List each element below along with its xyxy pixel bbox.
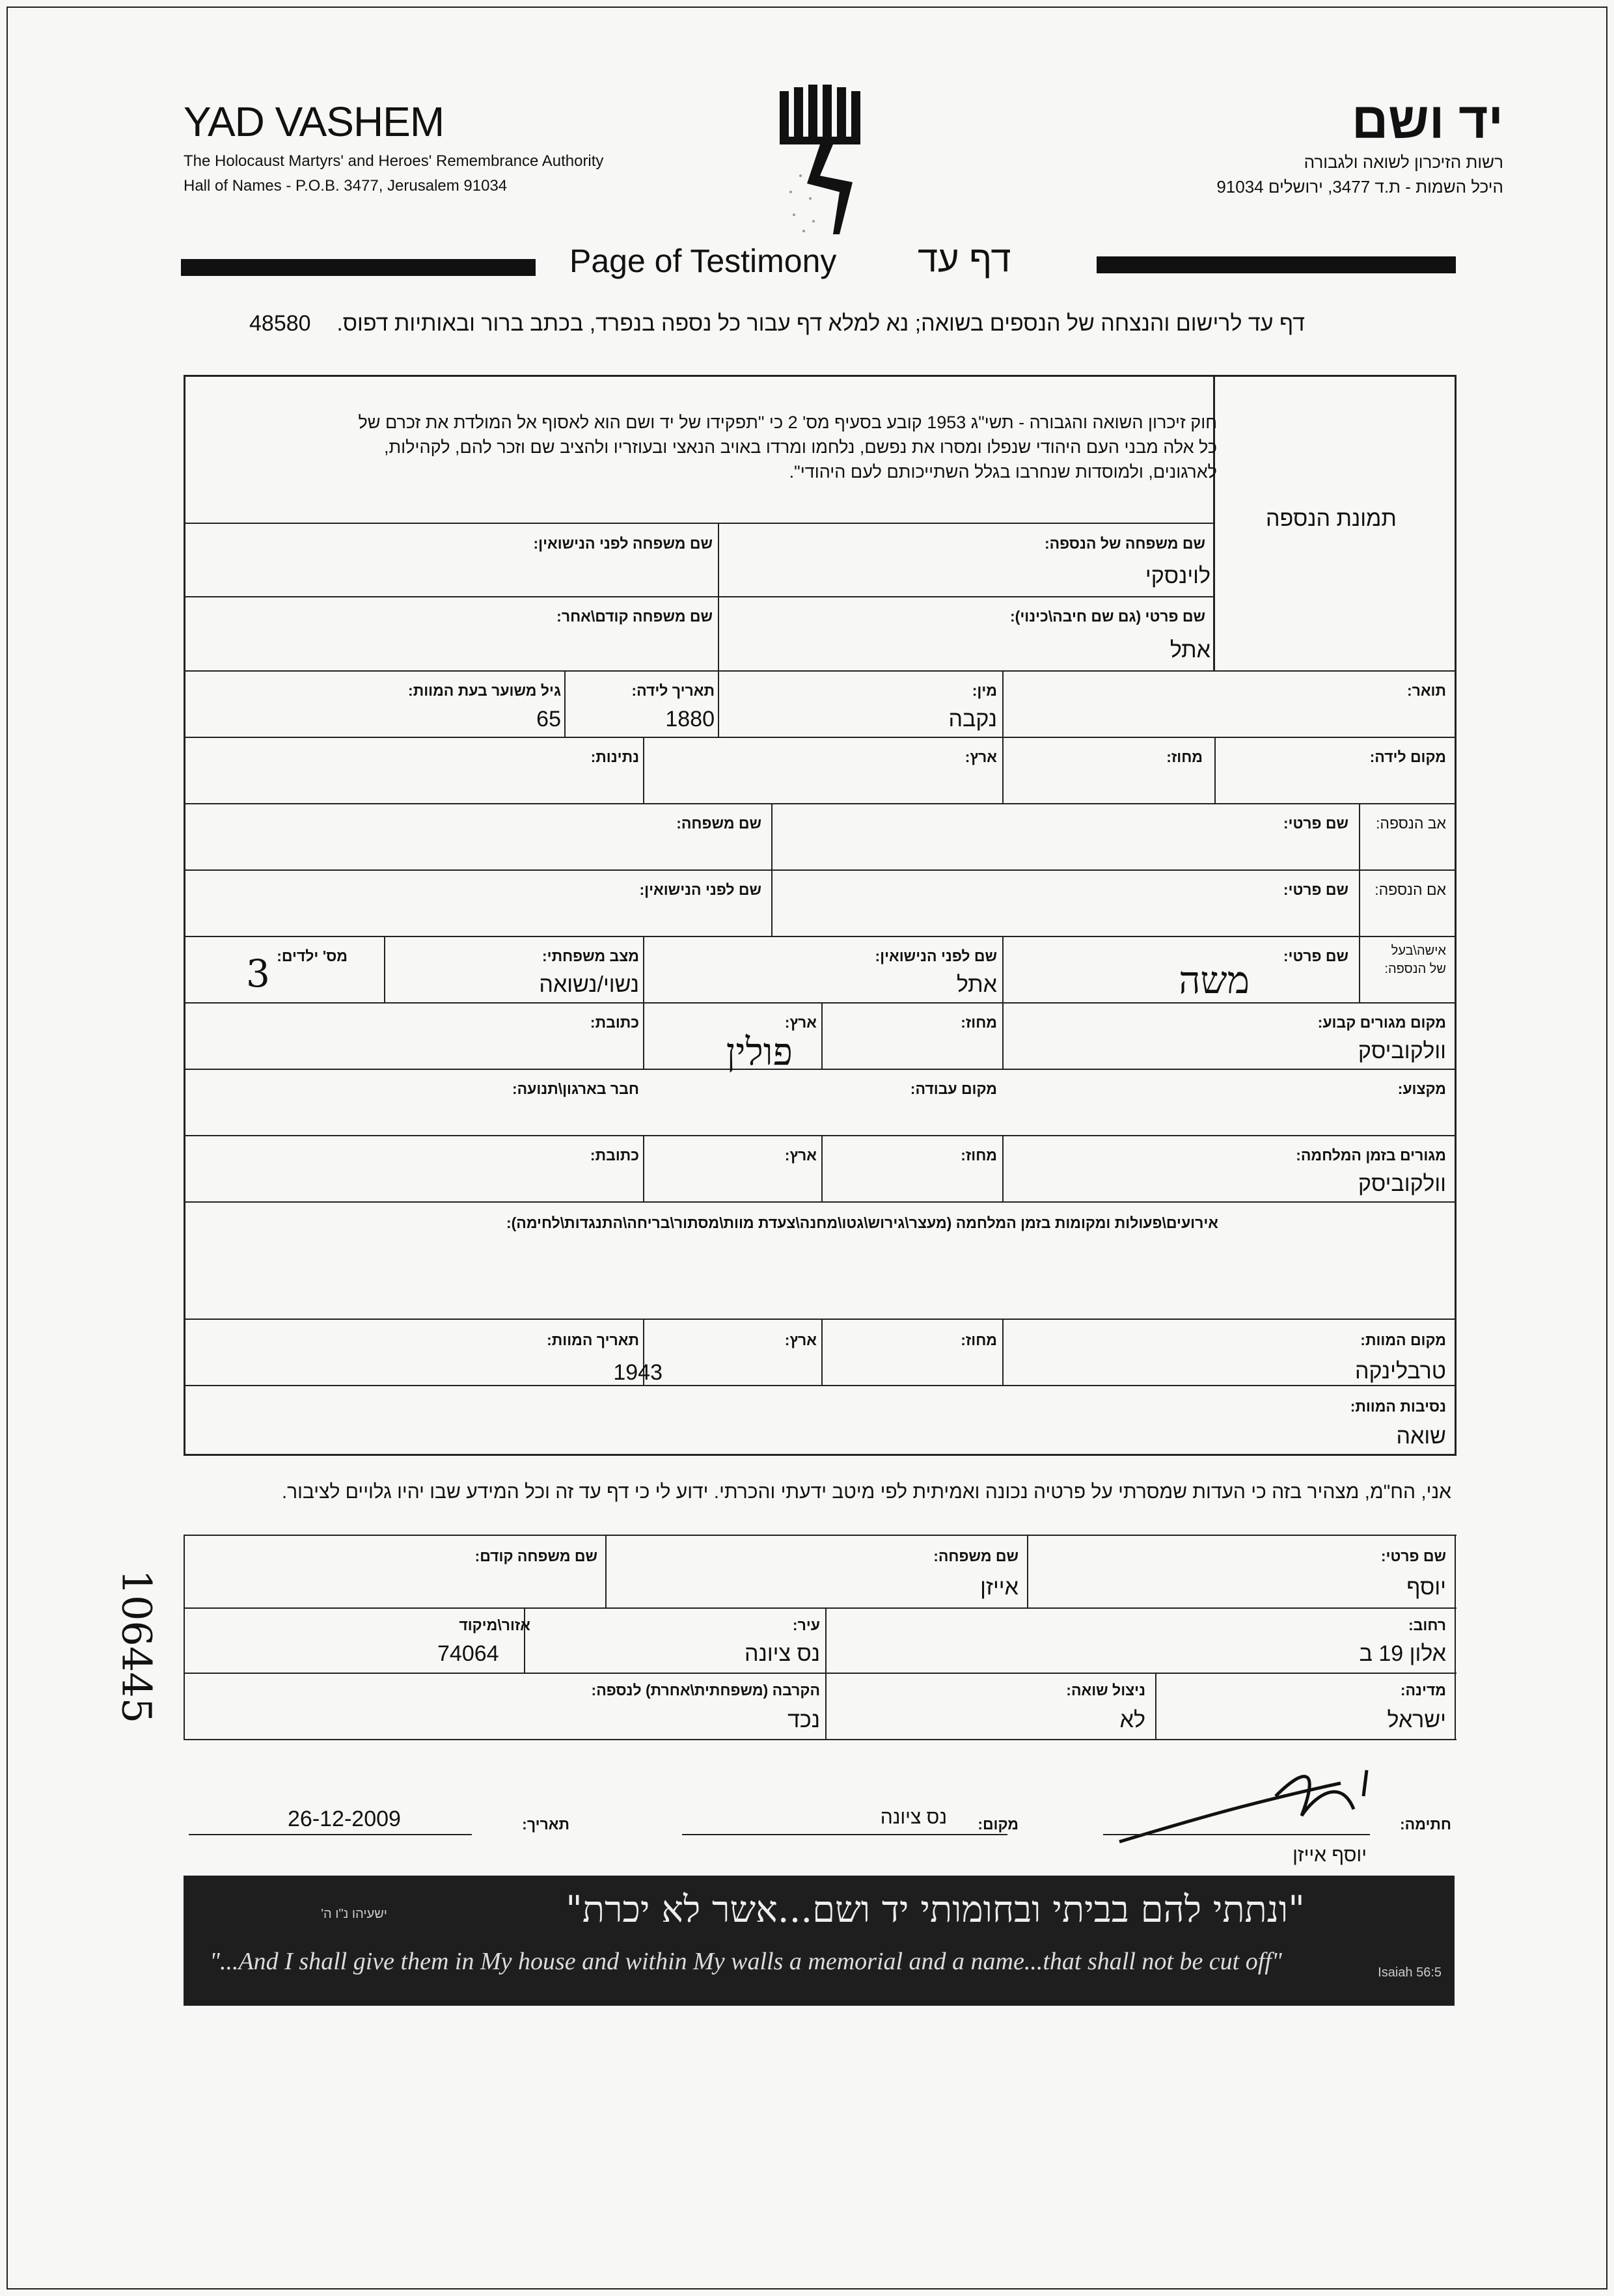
victim-age-label: גיל משוער בעת המוות: — [408, 682, 561, 699]
death-circumstances-label: נסיבות המוות: — [1350, 1398, 1446, 1415]
title-bar-left — [181, 259, 536, 276]
submitter-street-label: רחוב: — [1408, 1617, 1446, 1633]
victim-birth-place-label: מקום לידה: — [1369, 748, 1446, 765]
marital-status-label: מצב משפחתי: — [541, 948, 639, 964]
death-place-label: מקום המוות: — [1360, 1332, 1446, 1348]
children-value: 3 — [246, 951, 270, 996]
signature-label: חתימה: — [1400, 1816, 1451, 1833]
war-residence-value: וולקוביסק — [1358, 1171, 1446, 1196]
submitter-last-name-value: אייזן — [980, 1575, 1019, 1600]
father-first-name-label: שם פרטי: — [1283, 815, 1348, 832]
victim-birth-date-label: תאריך לידה: — [631, 682, 715, 699]
quote-source-he: ישעיהו נ"ו ה' — [321, 1907, 387, 1921]
place-label: מקום: — [978, 1816, 1019, 1833]
death-district-label: מחוז: — [961, 1332, 997, 1348]
submitter-country-value: ישראל — [1387, 1708, 1446, 1732]
spouse-first-name-value: משה — [1179, 958, 1250, 1002]
workplace-label: מקום עבודה: — [910, 1080, 997, 1097]
war-country-label: ארץ: — [784, 1147, 817, 1164]
submitter-first-name-value: יוסף — [1406, 1575, 1446, 1600]
date-label: תאריך: — [522, 1816, 569, 1833]
place-value: נס ציונה — [880, 1807, 947, 1828]
victim-birth-district-label: מחוז: — [1166, 748, 1203, 765]
submitter-prev-name-label: שם משפחה קודם: — [474, 1548, 597, 1565]
death-place-value: טרבלינקה — [1354, 1359, 1446, 1384]
instructions: דף עד לרישום והנצחה של הנספים בשואה; נא למלא דף עבור כל נספה בנפרד, בכתב ברור ובאותיות דפוס. — [336, 311, 1305, 336]
photo-label: תמונת הנספה — [1266, 506, 1397, 531]
victim-birth-date-value: 1880 — [665, 707, 715, 731]
quote-banner — [184, 1876, 1455, 2006]
victim-last-name-value: לוינסקי — [1145, 564, 1210, 588]
archive-number-stamp — [98, 1569, 176, 1806]
victim-first-name-label: שם פרטי (גם שם חיבה\כינוי): — [1010, 608, 1205, 625]
death-country-label: ארץ: — [784, 1332, 817, 1348]
page-title-he: דף עד — [918, 238, 1011, 279]
spouse-maiden-name-label: שם לפני הנישואין: — [875, 948, 997, 964]
submitter-city-label: עיר: — [792, 1617, 820, 1633]
page-title-en: Page of Testimony — [569, 243, 837, 279]
war-residence-label: מגורים בזמן המלחמה: — [1296, 1147, 1446, 1164]
residence-district-label: מחוז: — [961, 1014, 997, 1031]
war-district-label: מחוז: — [961, 1147, 997, 1164]
yad-vashem-logo — [774, 85, 872, 241]
date-value: 26-12-2009 — [288, 1807, 401, 1831]
org-address-he: היכל השמות - ת.ד 3477, ירושלים 91034 — [1216, 177, 1503, 197]
victim-gender-value: נקבה — [948, 707, 997, 731]
title-bar-right — [1097, 256, 1456, 273]
quote-source-en: Isaiah 56:5 — [1378, 1965, 1442, 1980]
org-subtitle-en: The Holocaust Martyrs' and Heroes' Remembrance Authority — [184, 152, 604, 170]
death-circumstances-value: שואה — [1396, 1424, 1446, 1449]
victim-prev-name-label: שם משפחה קודם\אחר: — [556, 608, 713, 625]
victim-title-label: תואר: — [1406, 682, 1446, 699]
residence-label: מקום מגורים קבוע: — [1317, 1014, 1446, 1031]
residence-country-label: ארץ: — [784, 1014, 817, 1031]
spouse-label-2: של הנספה: — [1384, 962, 1446, 976]
spouse-label-1: אישה\בעל — [1391, 944, 1446, 958]
archive-number-text: 106445 — [113, 1569, 161, 1724]
relation-label: הקרבה (משפחתית\אחרת) לנספה: — [591, 1682, 820, 1699]
submitter-last-name-label: שם משפחה: — [933, 1548, 1019, 1565]
relation-value: נכד — [787, 1708, 820, 1732]
quote-en: "...And I shall give them in My house and within My walls a memorial and a name...that shall not be cut off" — [210, 1948, 1282, 1975]
victim-first-name-value: אתל — [1169, 638, 1210, 663]
victim-age-value: 65 — [536, 707, 561, 731]
signature-line — [1103, 1834, 1370, 1835]
spouse-first-name-label: שם פרטי: — [1283, 948, 1348, 964]
father-label: אב הנספה: — [1376, 815, 1446, 832]
mother-label: אם הנספה: — [1375, 881, 1446, 898]
children-label: מס' ילדים: — [277, 948, 348, 964]
org-name-en: YAD VASHEM — [184, 98, 445, 145]
war-events-label: אירועים\פעולות ומקומות בזמן המלחמה (מעצר\גירוש\גטו\מחנה\צעדת מוות\מסתור\בריחה\התנגדות\לחימה): — [506, 1214, 1218, 1231]
residence-value: וולקוביסק — [1358, 1039, 1446, 1063]
residence-address-label: כתובת: — [590, 1014, 639, 1031]
date-line — [189, 1834, 472, 1835]
survivor-label: ניצול שואה: — [1066, 1682, 1145, 1699]
submitter-zip-label: אזור\מיקוד — [459, 1617, 530, 1633]
spouse-maiden-name-value: אתל — [956, 972, 997, 997]
submitter-first-name-label: שם פרטי: — [1380, 1548, 1446, 1565]
signer-name: יוסף אייזן — [1293, 1844, 1367, 1866]
residence-country-value: פולין — [726, 1030, 793, 1074]
victim-last-name-label: שם משפחה של הנספה: — [1044, 535, 1205, 552]
organization-label: חבר בארגון\תנועה: — [512, 1080, 639, 1097]
victim-gender-label: מין: — [972, 682, 997, 699]
victim-birth-country-label: ארץ: — [964, 748, 997, 765]
org-name-he: יד ושם — [1351, 92, 1503, 149]
quote-he: "ונתתי להם בביתי ובחומותי יד ושם...אשר לא יכרת" — [566, 1889, 1305, 1931]
place-line — [682, 1834, 1007, 1835]
form-number: 48580 — [249, 311, 311, 336]
org-address-en: Hall of Names - P.O.B. 3477, Jerusalem 91034 — [184, 177, 508, 195]
submitter-city-value: נס ציונה — [745, 1641, 820, 1666]
submitter-country-label: מדינה: — [1400, 1682, 1446, 1699]
declaration-text: אני, הח"מ, מצהיר בזה כי העדות שמסרתי על פרטיה נכונה ואמיתית לפי מיטב ידעתי והכרתי. ידוע לי כי דף עד זה וכל המידע שבו יהיו גלויים לציבור. — [281, 1481, 1451, 1503]
submitter-street-value: אלון 19 ב — [1359, 1641, 1446, 1666]
death-date-value: 1943 — [613, 1360, 663, 1385]
mother-maiden-name-label: שם לפני הנישואין: — [639, 881, 761, 898]
death-date-label: תאריך המוות: — [547, 1332, 639, 1348]
submitter-zip-value: 74064 — [437, 1641, 499, 1666]
marital-status-value: נשוי/נשואה — [539, 972, 639, 997]
war-address-label: כתובת: — [590, 1147, 639, 1164]
org-subtitle-he: רשות הזיכרון לשואה ולגבורה — [1304, 152, 1503, 172]
survivor-value: לא — [1119, 1708, 1145, 1732]
mother-first-name-label: שם פרטי: — [1283, 881, 1348, 898]
law-text: חוק זיכרון השואה והגבורה - תשי"ג 1953 קובע בסעיף מס' 2 כי "תפקידו של יד ושם הוא לאסוף אל המולדת את זכרם של כל אלה מבני העם היהודי שנפלו ומסרו את נפשם, נלחמו ומרדו באויב הנאצי ובעוזריו ולהציב שם וזכר להם, לקהילות, לארגונים, ולמוסדות שנחרבו בגלל השתייכותם לעם היהודי". — [358, 413, 1217, 482]
victim-maiden-name-label: שם משפחה לפני הנישואין: — [533, 535, 713, 552]
father-last-name-label: שם משפחה: — [676, 815, 761, 832]
profession-label: מקצוע: — [1397, 1080, 1446, 1097]
victim-nationality-label: נתינות: — [590, 748, 639, 765]
